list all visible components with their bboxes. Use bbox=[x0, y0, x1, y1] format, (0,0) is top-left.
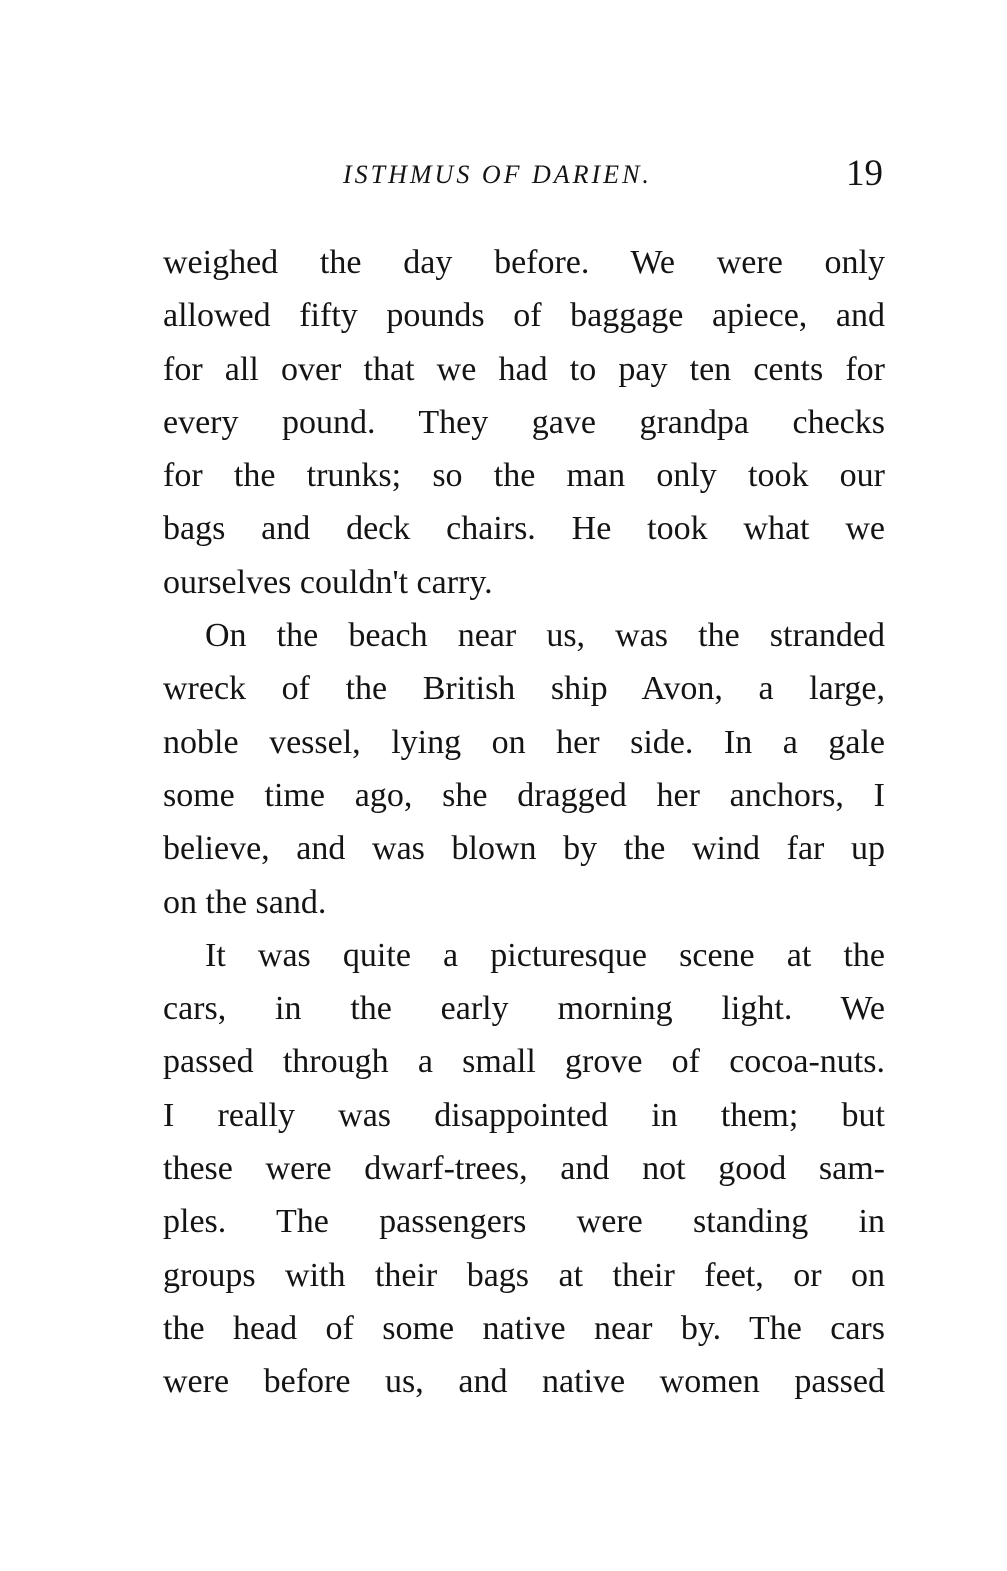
text-line: weighed the day before. We were only bbox=[163, 244, 885, 281]
text-line: cars, in the early morning light. We bbox=[163, 990, 885, 1028]
paragraph-3 bbox=[163, 929, 885, 1409]
page-number: 19 bbox=[846, 153, 883, 194]
text-line: bags and deck chairs. He took what we bbox=[163, 510, 885, 548]
text-line: for all over that we had to pay ten cents for bbox=[163, 350, 885, 388]
paragraph-1 bbox=[163, 236, 885, 609]
running-head bbox=[163, 150, 885, 200]
text-line: ourselves couldn't carry. bbox=[163, 563, 493, 601]
text-line: on the sand. bbox=[163, 883, 327, 921]
text-line: allowed fifty pounds of baggage apiece, and bbox=[163, 297, 885, 335]
text-line: some time ago, she dragged her anchors, I bbox=[163, 776, 885, 814]
text-line: for the trunks; so the man only took our bbox=[163, 457, 885, 495]
text-line: these were dwarf-trees, and not good sam- bbox=[163, 1150, 885, 1188]
body-text bbox=[163, 236, 885, 1409]
running-title: ISTHMUS OF DARIEN. bbox=[343, 160, 652, 189]
text-line: On the beach near us, was the stranded bbox=[205, 617, 885, 655]
text-line: ples. The passengers were standing in bbox=[163, 1203, 885, 1241]
text-line: the head of some native near by. The cars bbox=[163, 1309, 885, 1347]
text-line: every pound. They gave grandpa checks bbox=[163, 403, 885, 441]
text-line: It was quite a picturesque scene at the bbox=[205, 936, 885, 974]
text-line: passed through a small grove of cocoa-nuts. bbox=[163, 1043, 885, 1081]
text-line: believe, and was blown by the wind far up bbox=[163, 830, 885, 868]
text-line: were before us, and native women passed bbox=[163, 1363, 885, 1401]
text-line: wreck of the British ship Avon, a large, bbox=[163, 670, 885, 708]
text-line: groups with their bags at their feet, or on bbox=[163, 1256, 885, 1294]
text-line: I really was disappointed in them; but bbox=[163, 1096, 885, 1134]
text-line: noble vessel, lying on her side. In a gale bbox=[163, 723, 885, 761]
paragraph-2 bbox=[163, 609, 885, 929]
